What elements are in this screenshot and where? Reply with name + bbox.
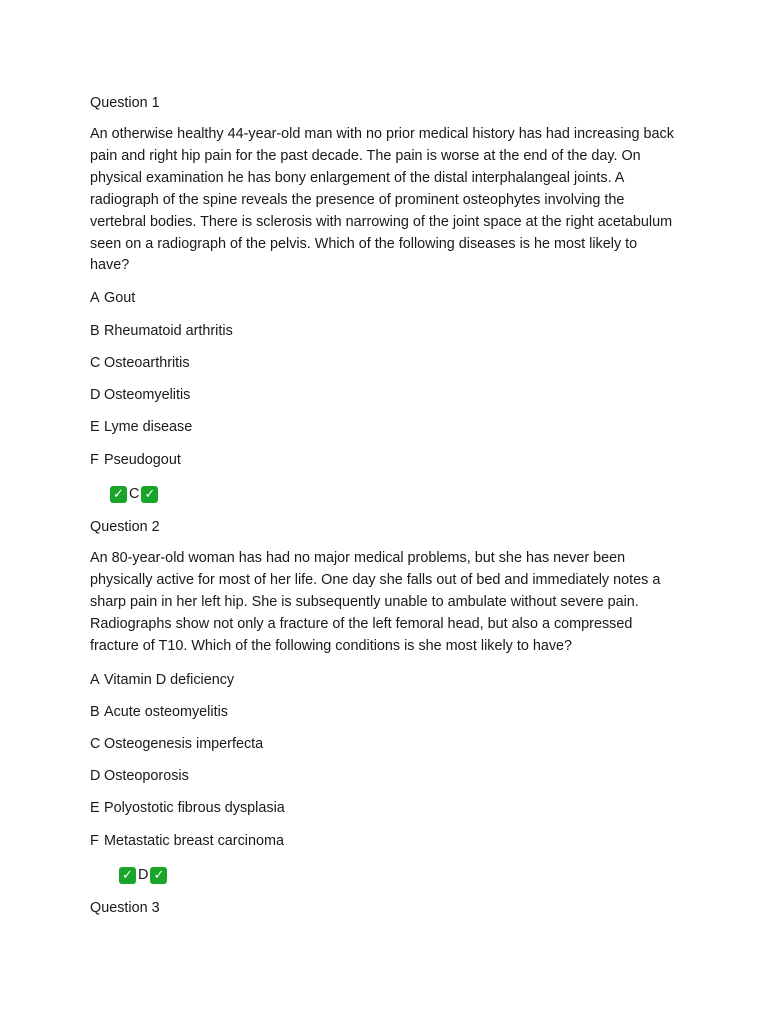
option-letter: E [90,800,100,816]
answer-letter: D [138,867,149,883]
check-mark-icon: ✓ [141,486,158,503]
option-letter: B [90,704,100,720]
option-text: Acute osteomyelitis [104,704,228,720]
question-3-title: Question 3 [90,900,160,916]
option-letter: C [90,355,101,371]
option-letter: C [90,736,101,752]
question-1-answer [110,485,158,503]
question-1-option-a [90,288,135,308]
option-letter: F [90,452,99,468]
question-1-title: Question 1 [90,95,160,111]
option-text: Vitamin D deficiency [104,672,235,688]
question-1-option-c [90,353,190,373]
option-text: Metastatic breast carcinoma [104,833,284,849]
question-2-option-c [90,734,263,754]
question-2-option-f [90,831,284,851]
option-letter: D [90,768,101,784]
question-2-option-e [90,798,285,818]
option-letter: B [90,323,100,339]
option-text: Osteomyelitis [104,387,191,403]
question-1-option-b [90,321,233,341]
answer-letter: C [129,486,140,502]
option-text: Lyme disease [104,419,193,435]
option-text: Osteoarthritis [104,355,190,371]
question-2-answer [119,866,167,884]
option-text: Osteoporosis [104,768,189,784]
option-text: Pseudogout [104,452,181,468]
option-text: Osteogenesis imperfecta [104,736,264,752]
option-text: Gout [104,290,136,306]
option-letter: F [90,833,99,849]
option-letter: A [90,290,100,306]
option-letter: E [90,419,100,435]
question-2-option-a [90,670,234,690]
check-mark-icon: ✓ [150,867,167,884]
option-text: Rheumatoid arthritis [104,323,233,339]
question-2-title: Question 2 [90,519,160,535]
option-letter: A [90,672,100,688]
question-1-stem: An otherwise healthy 44-year-old man with no prior medical history has had increasing back pain and right hip pain for the past decade. The pain is worse at the end of the day. On physical examination he has bony enlargement of the distal interphalangeal joints. A radiograph of the spine reveals the presence of prominent osteophytes involving the vertebral bodies. There is sclerosis with narrowing of the joint space at the right acetabulum seen on a radiograph of the pelvis. Which of the following diseases is he most likely to have? [90,126,674,274]
question-1-option-f [90,450,181,470]
question-1-option-d [90,385,190,405]
question-2-stem: An 80-year-old woman has had no major medical problems, but she has never been physically active for most of her life. One day she falls out of bed and immediately notes a sharp pain in her left hip. She is subsequently unable to ambulate without severe pain. Radiographs show not only a fracture of the left femoral head, but also a compressed fracture of T10. Which of the following conditions is she most likely to have? [90,550,661,654]
question-1-option-e [90,417,192,437]
check-mark-icon: ✓ [119,867,136,884]
option-text: Polyostotic fibrous dysplasia [104,800,285,816]
question-2-option-b [90,702,228,722]
check-mark-icon: ✓ [110,486,127,503]
option-letter: D [90,387,101,403]
question-2-option-d [90,766,189,786]
